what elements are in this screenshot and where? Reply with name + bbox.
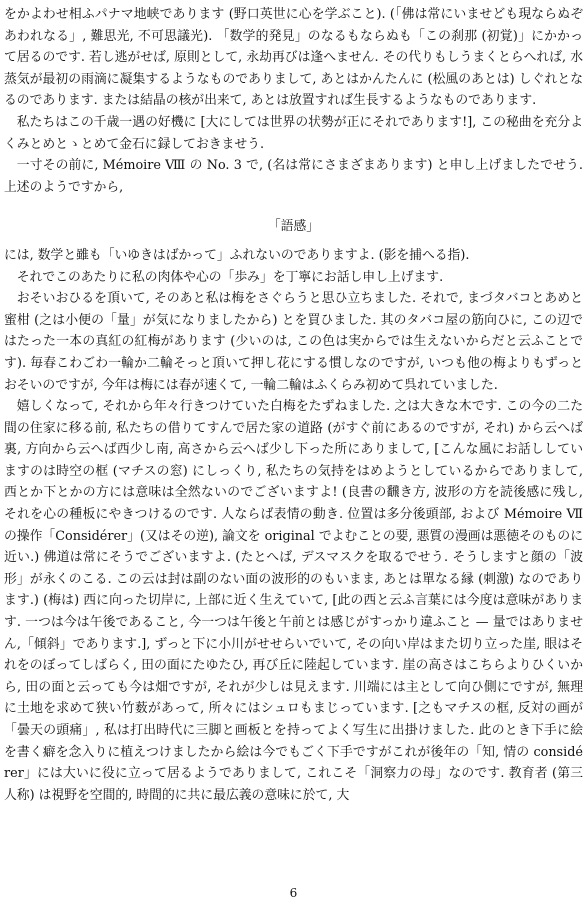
body-text-block (4, 4, 583, 198)
paragraph-1: をかよわせ相ふパナマ地峡であります (野口英世に心を学ぶこと). (「佛は常にいませども現ならぬぞあわれなる」, 難思光, 不可思議光). 「数学的発見」のなるもならぬも「この刹那 (初覚)」にかかって居るのです. 若し逃がせば, 原則として, 永劫再びは逢へません. その代りもしうまくとらへれば, 水蒸気が最初の雨滴に凝集するようなものでありまして, あとはかんたんに (松風のあとは) しぐれとなるのであります. または結晶の核が出来て, あとは放置すれば生長するようなものであります. (4, 7, 583, 109)
paragraph-3: 一寸その前に, Mémoire Ⅷ の No. 3 で, (名は常にさまざまあります) と申し上げましたでせう. 上述のようですから, (4, 158, 583, 195)
body-text-block-2 (4, 245, 583, 806)
paragraph-4: には, 数学と雖も「いゆきはばかって」ふれないのでありますよ. (影を捕へる指). (4, 247, 470, 263)
section-heading: 「語感」 (267, 219, 320, 235)
document-page (4, 4, 583, 806)
paragraph-6: おそいおひるを頂いて, そのあと私は梅をさぐらうと思ひ立ちました. それで, まづタバコとあめと蜜柑 (之は小便の「量」が気になりましたから) とを買ひました. 其のタバコ屋の筋向ひに, この辺ではたった一本の真紅の紅梅があります (少いのは, この色は実からでは生えないからだと云ふことです). 毎春こわごわ一輪か二輪そっと頂いて押し花にする慣しなのですが, いつも他の梅よりもずっとおそいのですが, 今年は梅には春が速くて, 一輪二輪はふくらみ初めて呉れていました. (4, 291, 583, 393)
paragraph-2: 私たちはこの千歳一遇の好機に [大にしては世界の状勢が正にそれであります!], この秘曲を充分よくみとめとゝとめて金石に録しておきませう. (4, 114, 583, 152)
page-number: 6 (289, 886, 298, 900)
paragraph-5: それでこのあたりに私の肉体や心の「歩み」を丁寧にお話し申し上げます. (16, 269, 444, 285)
paragraph-7: 嬉しくなって, それから年々行きつけていた白梅をたずねました. 之は大きな木です. この今の二た間の住家に移る前, 私たちの借りてすんで居た家の道路 (がすぐ前にあるのですが, それ) から云へば裏, 方向から云へば西少し南, 高さから云へば少し下った所にありまして, [こんな風にお話ししていますのは時空の框 (マチスの窓) にしっくり, 私たちの気持をはめようとしているからでありまして, 西とか下とかの方には意味は全然ないのでございますよ! (良書の飜き方, 波形の方を読後感に残し, それを心の種板にやきつけるのです. 人ならば表情の動き. 位置は多分後頭部, および Mémoire Ⅶ の操作「Considérer」(又はその逆), 論文を original でよむことの要, 悪質の漫画は悪徳そのものに近い.) 佛道は常にそうでございますよ. (たとへば, デスマスクを取るでせう. そうしますと顔の「波形」が永くのこる. この云は封は副のない面の波形的のもいまま, あとは單なる縁 (刺激) なのであります.) (梅は) 西に向った切岸に, 上部に近く生えていて, [此の西と云ふ言葉には今度は意味があります. 一つは今は午後であること, 今一つは午後と午前とは感じがすっかり違ふこと — 量ではありません,「傾斜」であります.], ずっと下に小川がせせらいでいて, その向い岸はまた切り立った崖, 眼はそれをのぼってしばらく, 田の面にたゆたひ, 再び丘に陸起しています. 崖の高さはこちらよりひくいから, 田の面と云っても今は畑ですが, それが少しは見えます. 川端には主として向ひ側にですが, 無理に土地を求めて狭い竹薮があって, 所々にはシュロもまじっています. [之もマチスの框, 反対の画が「曇天の頭痛」, 私は打出時代に三脚と画板とを持ってよく写生に出掛けました. 此のとき下手に絵を書く癖を念入りに植えつけましたから絵は今でもごく下手ですがこれが後年の「知, 情の considérer」には大いに役に立って居るようでありまして, これこそ「洞察力の母」なのです. 教育者 (第三人称) は視野を空間的, 時間的に共に最広義の意味に於て, 大 (4, 399, 583, 803)
